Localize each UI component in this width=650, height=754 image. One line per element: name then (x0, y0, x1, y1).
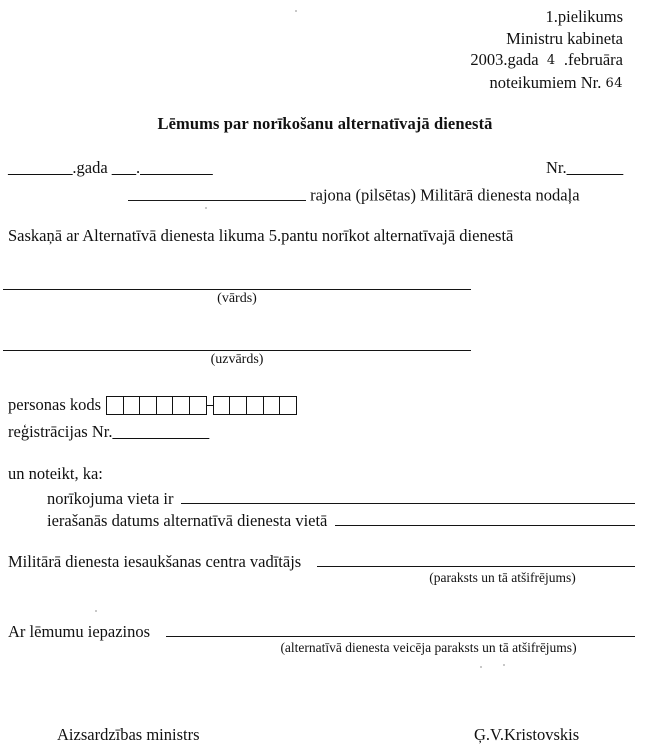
personal-code-cell[interactable] (139, 396, 157, 415)
arrival-date-blank[interactable] (335, 509, 635, 526)
personal-code-cell[interactable] (229, 396, 247, 415)
regulation-prefix: noteikumiem Nr. (489, 72, 602, 92)
and-determine-label: un noteikt, ka: (8, 464, 103, 483)
given-name-rule (3, 289, 471, 290)
annex-header-block (470, 6, 623, 94)
arrival-date-row (47, 509, 635, 531)
personal-code-separator (206, 405, 213, 406)
personal-code-cell[interactable] (123, 396, 141, 415)
acknowledgement-signature-row (8, 620, 635, 642)
scan-speck (95, 610, 97, 612)
page-title: Lēmums par norīkošanu alternatīvajā dienestā (157, 114, 493, 133)
center-head-signature-caption: (paraksts un tā atšifrējums) (429, 570, 576, 585)
registration-number-blank: ____________ (112, 422, 210, 441)
minister-title: Aizsardzības ministrs (57, 725, 200, 744)
military-office-label: rajona (pilsētas) Militārā dienesta nodaļa (310, 185, 580, 205)
personal-code-cell[interactable] (263, 396, 281, 415)
minister-name: Ģ.V.Kristovskis (474, 725, 580, 744)
decision-number-line (546, 158, 623, 178)
scan-speck (480, 666, 482, 668)
given-name-caption: (vārds) (217, 291, 257, 306)
scan-speck (205, 207, 207, 209)
registration-number-row (8, 422, 209, 442)
decision-nr-blank: _______ (566, 158, 623, 177)
personal-code-cell[interactable] (172, 396, 190, 415)
issuing-authority: Ministru kabineta (506, 28, 623, 48)
personal-code-row (8, 395, 296, 415)
surname-caption: (uzvārds) (210, 352, 264, 367)
date-month-blank: _________ (140, 158, 213, 177)
arrival-date-label: ierašanās datums alternatīvā dienesta vietā (47, 510, 328, 530)
assignment-place-blank[interactable] (181, 487, 635, 504)
issue-date-day: 4 (546, 53, 556, 68)
personal-code-cell[interactable] (213, 396, 231, 415)
scan-speck (295, 10, 297, 12)
personal-code-cell[interactable] (156, 396, 174, 415)
personal-code-cell[interactable] (246, 396, 264, 415)
military-office-line (128, 184, 580, 206)
assignment-place-row (47, 487, 635, 509)
date-gada-label: .gada (72, 158, 108, 177)
center-head-label: Militārā dienesta iesaukšanas centra vadītājs (8, 551, 302, 571)
center-head-signature-row (8, 550, 635, 572)
acknowledgement-signature-caption: (alternatīvā dienesta veicēja paraksts un tā atšifrējums) (280, 640, 577, 655)
date-year-blank: ________ (8, 158, 73, 177)
surname-rule (3, 350, 471, 351)
decision-nr-label: Nr. (546, 158, 567, 177)
legal-basis-paragraph: Saskaņā ar Alternatīvā dienesta likuma 5.pantu norīkot alternatīvajā dienestā (8, 226, 514, 245)
date-day-blank: ___ (111, 158, 136, 177)
personal-code-cell[interactable] (189, 396, 207, 415)
acknowledgement-signature-blank[interactable] (166, 620, 635, 637)
issue-date-month: .februāra (563, 50, 623, 69)
annex-label: 1.pielikums (545, 7, 623, 26)
date-dot: . (135, 158, 141, 177)
personal-code-boxes (106, 396, 296, 415)
regulation-number-line (470, 72, 623, 95)
assignment-place-label: norīkojuma vieta ir (47, 488, 174, 508)
military-office-blank (128, 184, 306, 201)
center-head-signature-blank[interactable] (317, 550, 635, 567)
personal-code-cell[interactable] (279, 396, 297, 415)
registration-number-label: reģistrācijas Nr. (8, 422, 113, 441)
issue-date-prefix: 2003.gada (470, 50, 539, 69)
personal-code-label: personas kods (8, 395, 102, 414)
scan-speck (503, 664, 505, 666)
issue-date-line (470, 49, 623, 72)
acknowledgement-label: Ar lēmumu iepazinos (8, 621, 151, 641)
regulation-number: 64 (605, 75, 623, 91)
personal-code-cell[interactable] (106, 396, 124, 415)
